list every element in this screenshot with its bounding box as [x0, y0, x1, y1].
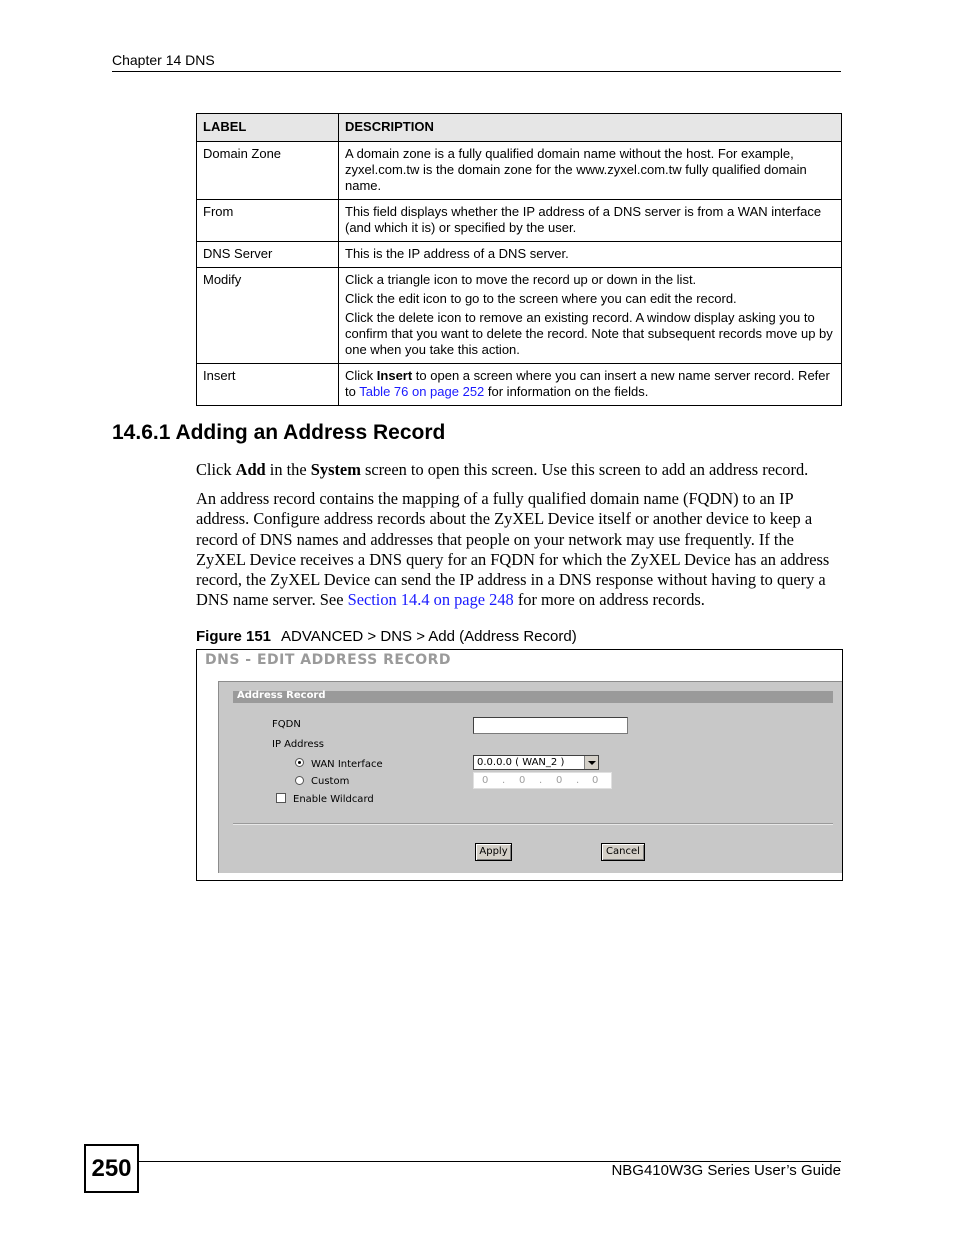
section-14-4-link[interactable]: Section 14.4 on page 248 — [347, 590, 514, 610]
col-description-header: DESCRIPTION — [339, 114, 842, 142]
fqdn-label: FQDN — [272, 719, 301, 730]
section-heading: 14.6.1 Adding an Address Record — [112, 421, 446, 444]
row-label: Insert — [197, 364, 339, 406]
row-label: From — [197, 200, 339, 242]
custom-radio[interactable] — [295, 776, 304, 785]
section-band — [233, 691, 833, 703]
ip-octet-4[interactable]: 0 — [592, 775, 599, 786]
col-label-header: LABEL — [197, 114, 339, 142]
page-number: 250 — [84, 1144, 139, 1193]
description-table — [196, 113, 842, 406]
wan-interface-radio[interactable] — [295, 758, 304, 767]
enable-wildcard-label: Enable Wildcard — [293, 794, 374, 805]
ip-dot: . — [576, 775, 580, 786]
custom-ip-input[interactable] — [473, 772, 612, 789]
fqdn-input[interactable] — [473, 717, 628, 734]
wan-select-value: 0.0.0.0 ( WAN_2 ) — [477, 757, 565, 768]
figure-caption: Figure 151 ADVANCED > DNS > Add (Address Record) — [196, 628, 577, 645]
table-76-link[interactable]: Table 76 on page 252 — [359, 384, 485, 399]
table-row — [197, 200, 842, 242]
row-description: Click a triangle icon to move the record up or down in the list. Click the edit icon to go to the screen where you can edit the record. Click the delete icon to remove an existing record. A window display asking you to confirm that you want to delete the record. Note that subsequent records move up by one when you take this action. — [339, 268, 842, 364]
table-row — [197, 268, 842, 364]
ip-address-label: IP Address — [272, 739, 324, 750]
table-header-row — [197, 114, 842, 142]
custom-label: Custom — [311, 776, 350, 787]
ip-octet-3[interactable]: 0 — [556, 775, 563, 786]
row-label: Modify — [197, 268, 339, 364]
wan-interface-select[interactable] — [473, 755, 599, 770]
header-rule — [112, 71, 841, 72]
enable-wildcard-checkbox[interactable] — [276, 793, 286, 803]
row-label: Domain Zone — [197, 142, 339, 200]
ip-dot: . — [502, 775, 506, 786]
chevron-down-icon[interactable] — [584, 756, 598, 769]
cancel-button[interactable]: Cancel — [601, 843, 645, 861]
paragraph-address-record: An address record contains the mapping of a fully qualified domain name (FQDN) to an IP address. Configure address records about the ZyXEL Device itself or another device to keep a record of DNS names and addresses that people on your network may use frequently. If the ZyXEL Device receives a DNS query for an FQDN for which the ZyXEL Device has an address record, the ZyXEL Device can send the IP address in a DNS response without having to query a DNS name server. See Section 14.4 on page 248 for more on address records. — [196, 489, 830, 610]
screen-title: DNS - EDIT ADDRESS RECORD — [205, 652, 452, 668]
row-description: A domain zone is a fully qualified domain name without the host. For example, zyxel.com.tw is the domain zone for the www.zyxel.com.tw fully qualified domain name. — [339, 142, 842, 200]
ip-dot: . — [539, 775, 543, 786]
band-label: Address Record — [237, 690, 326, 701]
row-description: This is the IP address of a DNS server. — [339, 242, 842, 268]
form-separator — [233, 823, 833, 825]
ip-octet-1[interactable]: 0 — [482, 775, 489, 786]
guide-title: NBG410W3G Series User’s Guide — [611, 1162, 841, 1179]
table-row — [197, 142, 842, 200]
row-label: DNS Server — [197, 242, 339, 268]
running-head: Chapter 14 DNS — [112, 52, 215, 68]
table-row — [197, 364, 842, 406]
row-description: This field displays whether the IP address of a DNS server is from a WAN interface (and which it is) or specified by the user. — [339, 200, 842, 242]
row-description: Click Insert to open a screen where you can insert a new name server record. Refer to Table 76 on page 252 for information on the fields. — [339, 364, 842, 406]
paragraph-intro: Click Add in the System screen to open this screen. Use this screen to add an address record. — [196, 460, 809, 479]
apply-button[interactable]: Apply — [475, 843, 512, 861]
figure-screenshot — [196, 649, 843, 881]
wan-interface-label: WAN Interface — [311, 759, 383, 770]
ip-octet-2[interactable]: 0 — [519, 775, 526, 786]
table-row — [197, 242, 842, 268]
